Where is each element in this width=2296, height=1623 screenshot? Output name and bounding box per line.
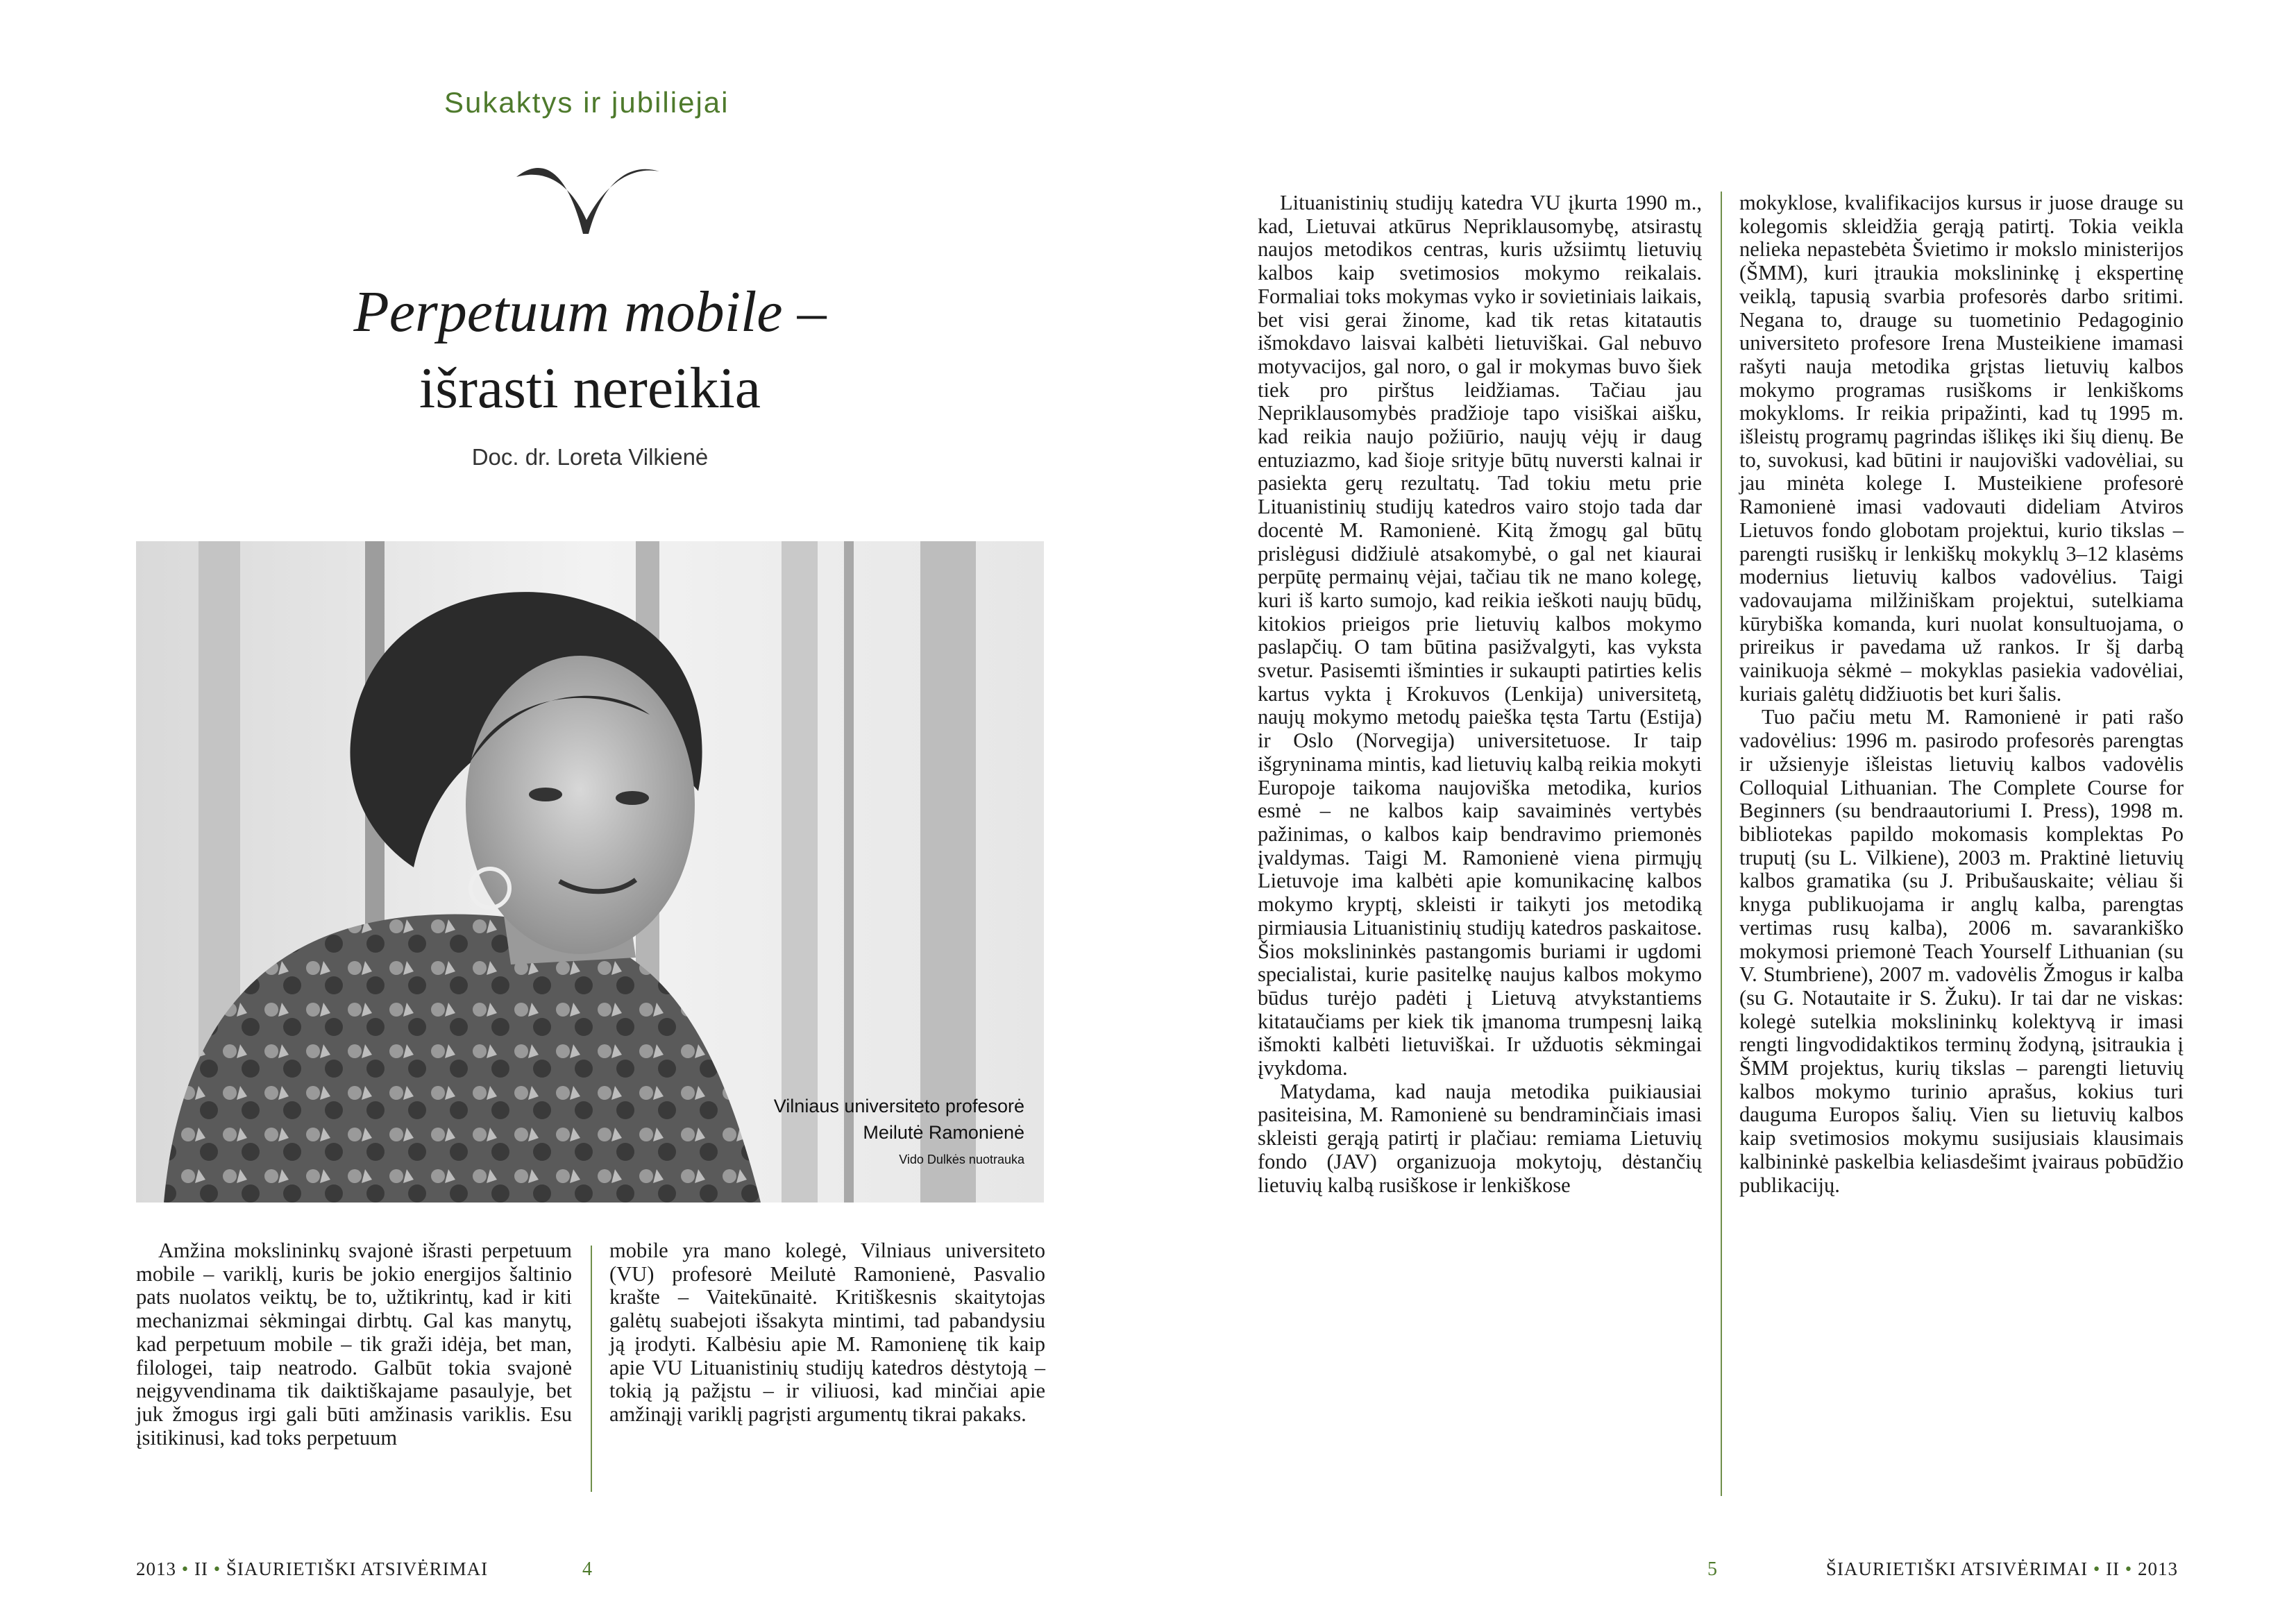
footer-separator: • <box>2093 1558 2101 1579</box>
column-divider <box>1721 192 1722 1496</box>
photo-credit: Vido Dulkės nuotrauka <box>899 1153 1024 1166</box>
footer-journal: ŠIAURIETIŠKI ATSIVĖRIMAI <box>226 1558 489 1579</box>
article-title-line1: Perpetuum mobile – <box>353 280 827 344</box>
footer-separator: • <box>213 1558 221 1579</box>
article-title-line2: išrasti nereikia <box>419 356 761 420</box>
right-page <box>1148 0 2296 1623</box>
right-column-1 <box>1258 192 1702 1197</box>
left-column-1 <box>136 1239 572 1450</box>
right-column-2 <box>1739 192 2184 1197</box>
ornament-icon <box>515 156 661 236</box>
author-byline: Doc. dr. Loreta Vilkienė <box>471 444 709 470</box>
footer-left <box>136 1558 488 1580</box>
page-number-right: 5 <box>1707 1558 1717 1580</box>
footer-year: 2013 <box>136 1558 176 1579</box>
portrait-photo <box>136 541 1044 1203</box>
paragraph: mobile yra mano kolegė, Vilniaus universiteto (VU) profesorė Meilutė Ramonienė, Pasvalio krašte – Vaitekūnaitė. Kritiškesnis skaitytojas galėtų suabejoti išsakyta mintimi, tad pabandysiu ją įrodyti. Kalbėsiu apie M. Ramonienę tik kaip apie VU Lituanistinių studijų katedros dėstytoją – tokią ją pažįstu – ir viliuosi, kad minčiai apie amžinąjį variklį pagrįsti argumentų tikrai pakaks. <box>609 1239 1045 1426</box>
footer-separator: • <box>181 1558 189 1579</box>
paragraph: Tuo pačiu metu M. Ramonienė ir pati rašo vadovėlius: 1996 m. pasirodo profesorės parengtas ir užsienyje išleistas lietuvių kalbos vadovėlis Colloquial Lithuanian. The Complete Course for Beginners (su bendraautoriumi I. Press), 1998 m. bibliotekas papildo mokomasis komplektas Po truputį (su L. Vilkiene), 2003 m. Praktinė lietuvių kalbos gramatika (su J. Pribušauskaite; vėliau ši knyga publikuojama ir anglų kalba, parengtas vertimas rusų kalba), 2006 m. savarankiško mokymosi priemonė Teach Yourself Lithuanian (su V. Stumbriene), 2007 m. vadovėlis Žmogus ir kalba (su G. Notautaite ir S. Žuku). Ir tai dar ne viskas: kolegė sutelkia mokslininkų kolektyvą ir imasi rengti lingvodidaktikos terminų žodyną, įsitraukia į ŠMM projektus, kurių tikslas – parengti lietuvių kalbos mokymo turinio aprašus, kokius turi dauguma Europos šalių. Vien su lietuvių kalbos kaip svetimosios mokymu susijusiais klausimais kalbininkė paskelbia keliasdešimt įvairaus pobūdžio publikacijų. <box>1739 705 2184 1197</box>
caption-line-1: Vilniaus universiteto profesorė <box>773 1096 1024 1116</box>
paragraph: Amžina mokslininkų svajonė išrasti perpetuum mobile – variklį, kuris be jokio energijos šaltinio pats nuolatos veiktų, be to, užtikrintų, kad ir kiti mechanizmai sėkmingai dirbtų. Gal kas manytų, kad perpetuum mobile – tik graži idėja, bet man, filologei, taip neatrodo. Galbūt tokia svajonė neįgyvendinama tik daiktiškajame pasaulyje, bet juk žmogus irgi gali būti amžinasis variklis. Esu įsitikinusi, kad toks perpetuum <box>136 1239 572 1450</box>
footer-year: 2013 <box>2138 1558 2178 1579</box>
left-column-2 <box>609 1239 1045 1427</box>
photo-caption <box>774 1093 1024 1169</box>
footer-right <box>1826 1558 2178 1580</box>
footer-separator: • <box>2125 1558 2133 1579</box>
column-divider <box>591 1246 592 1492</box>
paragraph: Matydama, kad nauja metodika puikiausiai pasiteisina, M. Ramonienė su bendraminčiais imasi skleisti gerąją patirtį ir plačiau: remiama Lietuvių fondo (JAV) organizuoja mokytojų, dėstančių lietuvių kalbą rusiškose ir lenkiškose <box>1258 1079 1702 1197</box>
paragraph: Lituanistinių studijų katedra VU įkurta 1990 m., kad, Lietuvai atkūrus Nepriklausomybę, atsirastų naujos metodikos centras, kuris užsiimtų lietuvių kalbos kaip svetimosios mokymo reikalais. Formaliai toks mokymas vyko ir sovietiniais laikais, bet visi gerai žinome, kad tik retas kitatautis išmokdavo laisvai kalbėti lietuviškai. Gal nebuvo motyvacijos, gal noro, o gal ir mokymas buvo šiek tiek pro pirštus leidžiamas. Tačiau jau Nepriklausomybės pradžioje tapo visiškai aišku, kad reikia naujo požiūrio, naujų vėjų ir daug entuziazmo, kad šioje srityje būtų nuversti kalnai ir pasiekta gerų rezultatų. Tad tokiu metu prie Lituanistinių studijų katedros vairo stojo tada dar docentė M. Ramonienė. Kitą žmogų gal būtų prislėgusi didžiulė atsakomybė, o gal net kiaurai perpūtę permainų vėjai, tačiau tik ne mano kolegę, kuri iš karto sumojo, kad reikia ieškoti naujų būdų, kitokios prieigos prie lietuvių kalbos mokymo paslapčių. O tam būtina pasižvalgyti, kas vyksta svetur. Pasisemti išminties ir sukaupti patirties kelis kartus vykta į Krokuvos (Lenkija) universitetą, naujų mokymo metodų paieška tęsta Tartu (Estija) ir Oslo (Norvegija) universitetuose. Ir taip išgryninama mintis, kad lietuvių kalbą reikia mokyti Europoje taikoma naujoviška metodika, kurios esmė – ne kalbos kaip savaiminės vertybės pažinimas, o kalbos kaip bendravimo priemonės įvaldymas. Taigi M. Ramonienė viena pirmųjų Lietuvoje ima kalbėti apie komunikacinę kalbos mokymo kryptį, skleisti ir taikyti jos metodiką pirmiausia Lituanistinių studijų katedros paskaitose. Šios mokslininkės pastangomis buriami ir ugdomi specialistai, kurie pasitelkę naujus kalbos mokymo būdus turėjo padėti į Lietuvą atvykstantiems kitataučiams per kiek tik įmanoma trumpesnį laiką išmokti kalbėti lietuviškai. Ir užduotis sėkmingai įvykdoma. <box>1258 191 1702 1080</box>
paragraph: mokyklose, kvalifikacijos kursus ir juose drauge su kolegomis skleidžia gerąją patirtį. Tokia veikla nelieka nepastebėta Švietimo ir mokslo ministerijos (ŠMM), kuri įtraukia mokslininkę į ekspertinę veiklą, tapusią svarbia profesorės darbo sritimi. Negana to, drauge su tuometinio Pedagoginio universiteto profesore Irena Musteikiene imamasi rašyti nauja metodika grįstas lietuvių kalbos mokymo programas rusiškoms ir lenkiškoms mokykloms. Ir reikia pripažinti, kad tų 1995 m. išleistų programų pagrindas išlikęs iki šių dienų. Be to, suvokusi, kad būtini ir naujoviški vadovėliai, su jau minėta kolege I. Musteikiene profesorė Ramonienė imasi vadovauti dideliam Atviros Lietuvos fondo globotam projektui, kurio tikslas – parengti rusiškų ir lenkiškų mokyklų 3–12 klasėms modernius lietuvių kalbos vadovėlius. Taigi vadovaujama milžiniškam projektui, sutelkiama kūrybiška komanda, kuri nuolat konsultuojama, o prireikus ir pavedama už rankos. Ir šį darbą vainikuoja sėkmė – mokyklas pasiekia vadovėliai, kuriais galėtų didžiuotis bet kuri šalis. <box>1739 191 2184 706</box>
footer-issue: II <box>2106 1558 2120 1579</box>
footer-issue: II <box>194 1558 208 1579</box>
footer-journal: ŠIAURIETIŠKI ATSIVĖRIMAI <box>1825 1558 2088 1579</box>
section-label: Sukaktys ir jubiliejai <box>444 86 729 119</box>
caption-line-2: Meilutė Ramonienė <box>863 1122 1024 1143</box>
page-number-left: 4 <box>582 1558 592 1580</box>
